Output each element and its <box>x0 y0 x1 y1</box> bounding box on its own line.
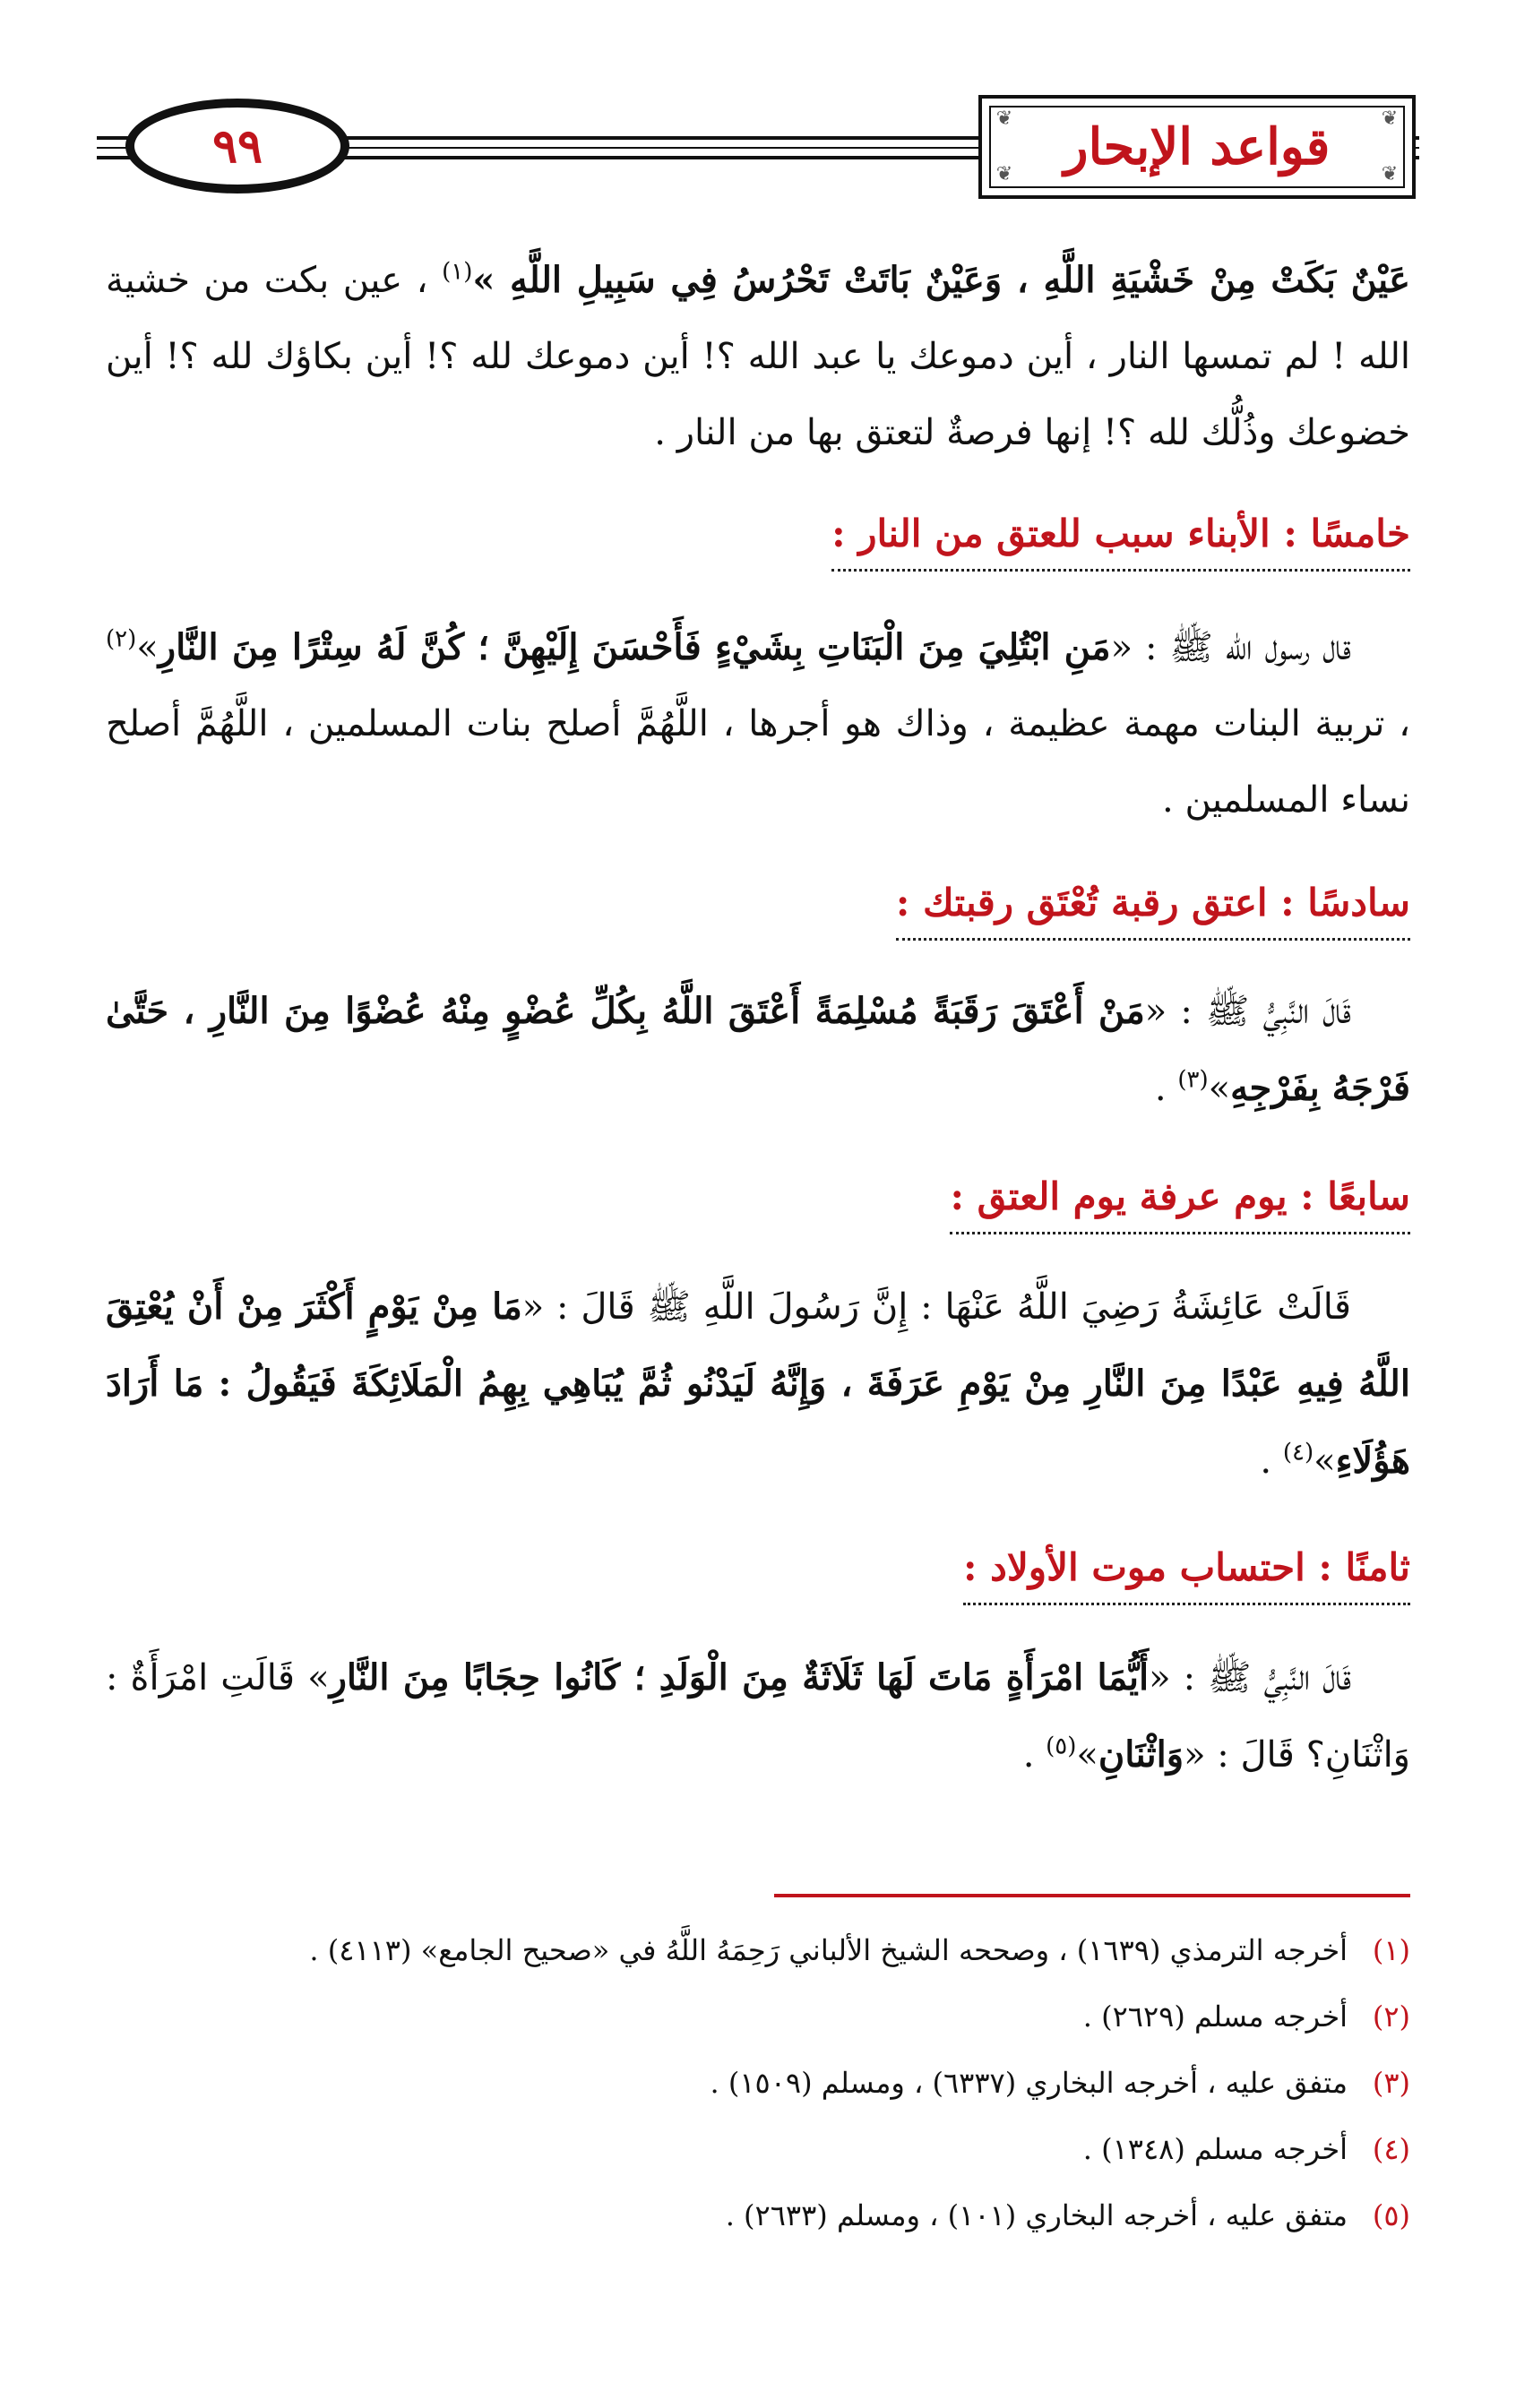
paragraph-text: ، تربية البنات مهمة عظيمة ، وذاك هو أجرها ، اللَّهُمَّ أصلح بنات المسلمين ، اللَّهُمَّ أصلح نساء المسلمين . <box>106 703 1410 821</box>
footnote-number: (٥) <box>1372 2198 1410 2232</box>
footnote-number: (٤) <box>1372 2132 1410 2166</box>
footnote-text: أخرجه مسلم (٢٦٢٩) . <box>1082 2000 1348 2034</box>
footnote <box>106 1983 1410 2050</box>
paragraph-text: ، عين بكت من خشية الله ! لم تمسها النار ، أين دموعك يا عبد الله ؟! أين دموعك لله ؟! أين بكاؤك لله ؟! أين خضوعك وذُلُّك لله ؟! إنها فرصةٌ لتعتق بها من النار . <box>106 260 1410 453</box>
section-body-5 <box>106 609 1410 838</box>
footnote-ref: (٥) <box>1046 1733 1077 1760</box>
quote-lead: قَالَتْ عَائِشَةُ رَضِيَ اللَّهُ عَنْهَا : إِنَّ رَسُولَ اللَّهِ ﷺ قَالَ : « <box>521 1286 1352 1328</box>
section-body-8 <box>106 1639 1410 1793</box>
footnote-ref: (٣) <box>1177 1066 1209 1094</box>
footnote-text: أخرجه مسلم (١٣٤٨) . <box>1082 2132 1348 2166</box>
paragraph-text: . <box>1154 1068 1167 1109</box>
footnote <box>106 2116 1410 2182</box>
page-number: ٩٩ <box>212 118 263 174</box>
floral-corner-icon: ❦ <box>995 163 1013 185</box>
hadith-quote: مَنْ أَعْتَقَ رَقَبَةً مُسْلِمَةً أَعْتَقَ اللَّهُ بِكُلِّ عُضْوٍ مِنْهُ عُضْوًا مِنَ النَّارِ ، حَتَّىٰ فَرْجَهُ بِفَرْجِهِ <box>106 990 1410 1109</box>
footnote-separator <box>774 1894 1410 1897</box>
quote-lead: قَالَ النَّبِيُّ ﷺ : « <box>1144 991 1352 1032</box>
quote-close: » <box>1314 1440 1336 1482</box>
footnote-number: (١) <box>1372 1933 1410 1967</box>
quote-lead: قال رسول الله ﷺ : « <box>1110 627 1351 668</box>
section-heading-8: ثامنًا : احتساب موت الأولاد : <box>963 1541 1410 1598</box>
hadith-quote: مَنِ ابْتُلِيَ مِنَ الْبَنَاتِ بِشَيْءٍ فَأَحْسَنَ إِلَيْهِنَّ ؛ كُنَّ لَهُ سِتْرًا مِنَ النَّارِ <box>158 626 1111 668</box>
footnote-text: متفق عليه ، أخرجه البخاري (٦٣٣٧) ، ومسلم (١٥٠٩) . <box>710 2066 1348 2100</box>
footnote <box>106 2050 1410 2116</box>
hadith-quote-2: وَاثْنَانِ <box>1098 1733 1184 1776</box>
footnote-number: (٣) <box>1372 2066 1410 2100</box>
quote-close: » <box>136 627 159 668</box>
section-heading-5: خامسًا : الأبناء سبب للعتق من النار : <box>831 507 1410 564</box>
footnote <box>106 1917 1410 1983</box>
hadith-quote: أَيُّمَا امْرَأَةٍ مَاتَ لَهَا ثَلَاثَةٌ مِنَ الْوَلَدِ ؛ كَانُوا حِجَابًا مِنَ النَّارِ <box>329 1656 1150 1698</box>
section-heading-7: سابعًا : يوم عرفة يوم العتق : <box>950 1170 1410 1227</box>
floral-corner-icon: ❦ <box>1381 108 1399 130</box>
quote-close: » <box>1208 1068 1231 1109</box>
footnote-ref: (١) <box>442 258 473 286</box>
floral-corner-icon: ❦ <box>1381 163 1399 185</box>
paragraph-text: . <box>1260 1440 1272 1482</box>
footnote-text: أخرجه الترمذي (١٦٣٩) ، وصححه الشيخ الألباني رَحِمَهُ اللَّهُ في «صحيح الجامع» (٤١١٣) . <box>309 1933 1348 1967</box>
book-title: قواعد الإبحار <box>1064 117 1331 176</box>
running-title-frame <box>978 95 1416 199</box>
intro-paragraph <box>106 242 1410 471</box>
section-heading-6: سادسًا : اعتق رقبة تُعْتَق رقبتك : <box>896 876 1410 933</box>
footnote-number: (٢) <box>1372 2000 1410 2034</box>
page-number-oval <box>125 99 349 194</box>
quote-lead: قَالَ النَّبِيُّ ﷺ : « <box>1149 1657 1352 1698</box>
paragraph-text: . <box>1022 1734 1035 1776</box>
section-body-6 <box>106 973 1410 1127</box>
footnotes <box>106 1917 1410 2249</box>
quote-close: » قَالَتِ امْرَأَةٌ : وَاثْنَانِ؟ قَالَ : « <box>106 1657 1410 1776</box>
footnote-ref: (٢) <box>106 625 137 653</box>
hadith-quote: مَا مِنْ يَوْمٍ أَكْثَرَ مِنْ أَنْ يُعْتِقَ اللَّهُ فِيهِ عَبْدًا مِنَ النَّارِ مِنْ يَوْمِ عَرَفَةَ ، وَإِنَّهُ لَيَدْنُو ثُمَّ يُبَاهِي بِهِمُ الْمَلَائِكَةَ فَيَقُولُ : مَا أَرَادَ هَؤُلَاءِ <box>106 1286 1410 1482</box>
footnote <box>106 2182 1410 2249</box>
floral-corner-icon: ❦ <box>995 108 1013 130</box>
footnote-ref: (٤) <box>1282 1439 1314 1466</box>
footnote-text: متفق عليه ، أخرجه البخاري (١٠١) ، ومسلم (٢٦٣٣) . <box>725 2198 1348 2232</box>
hadith-quote: عَيْنٌ بَكَتْ مِنْ خَشْيَةِ اللَّهِ ، وَعَيْنٌ بَاتَتْ تَحْرُسُ فِي سَبِيلِ اللَّهِ » <box>472 259 1410 301</box>
section-body-7 <box>106 1268 1410 1500</box>
quote-close-2: » <box>1076 1734 1098 1776</box>
